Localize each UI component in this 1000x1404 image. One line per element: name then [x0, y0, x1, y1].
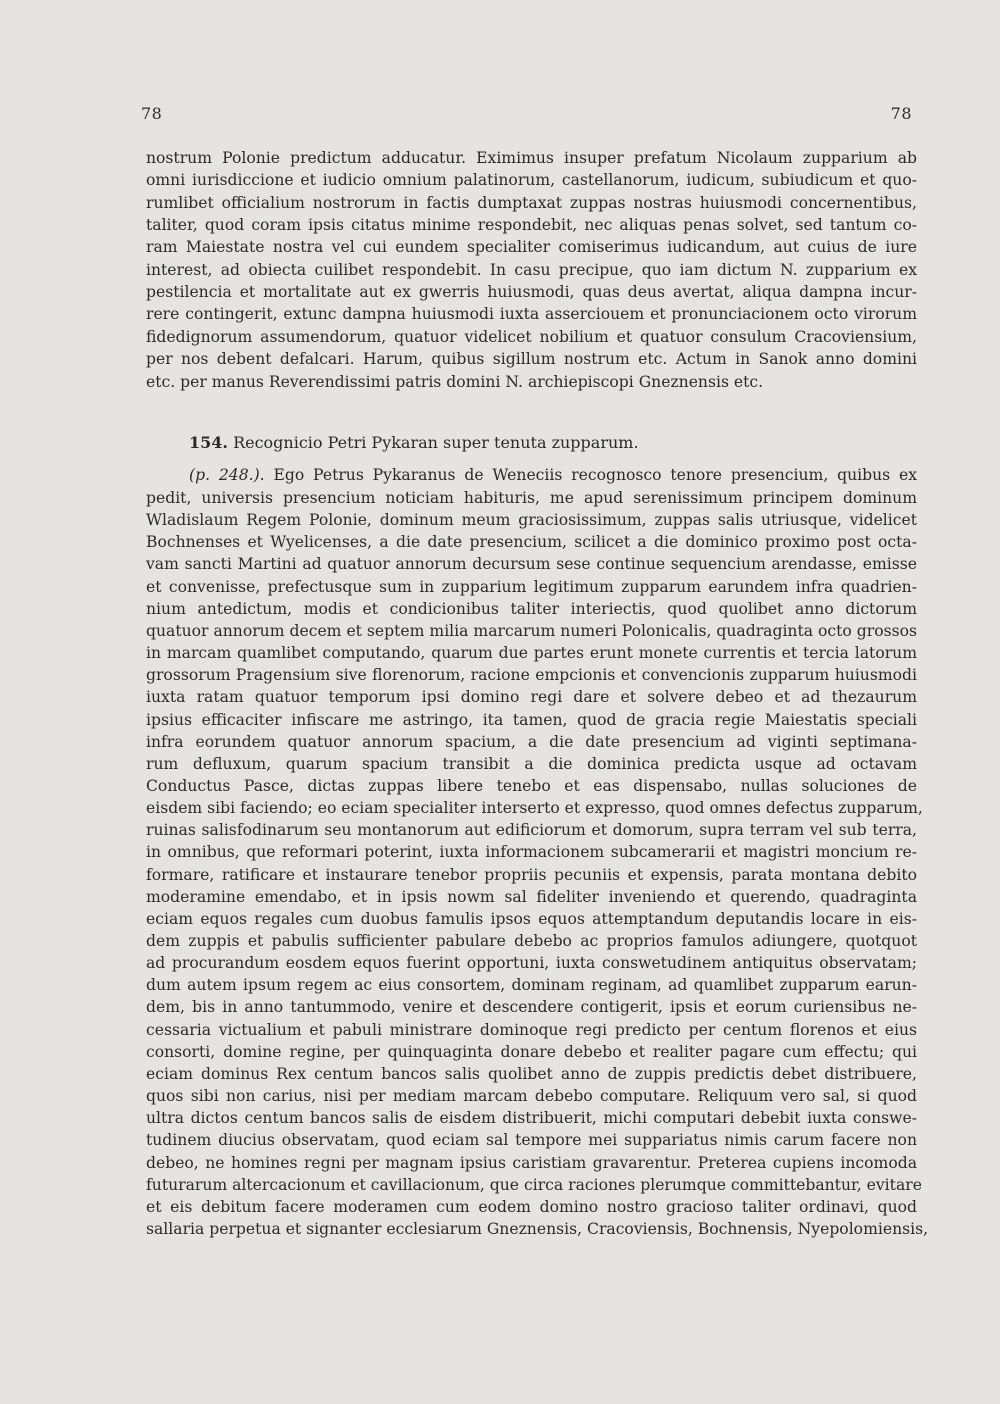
text-line: moderamine emendabo, et in ipsis nowm sal fideliter inveniendo et querendo, quadraginta [146, 887, 917, 906]
entry-first-line [189, 465, 917, 487]
text-line: nium antedictum, modis et condicionibus taliter interiectis, quod quolibet anno dictorum [146, 599, 917, 618]
text-line: consorti, domine regine, per quinquaginta donare debebo et realiter pagare cum effectu; qui [146, 1042, 917, 1061]
page-number-left: 78 [141, 104, 163, 123]
entry-heading [189, 432, 639, 454]
text-line: infra eorundem quatuor annorum spacium, a die date presencium ad viginti septimana- [146, 732, 917, 751]
text-line: Conductus Pasce, dictas zuppas libere tenebo et eas dispensabo, nullas soluciones de [146, 776, 917, 795]
text-line: dem, bis in anno tantummodo, venire et descendere contigerit, ipsis et eorum curiensibus ne- [146, 998, 917, 1017]
text-line: quos sibi non carius, nisi per mediam marcam debebo computare. Reliquum vero sal, si quod [146, 1087, 917, 1106]
text-line: in omnibus, que reformari poterint, iuxta informacionem subcamerarii et magistri moncium re- [146, 843, 917, 862]
text-line: ruinas salisfodinarum seu montanorum aut edificiorum et domorum, supra terram vel sub terra, [146, 821, 917, 840]
text-line: tudinem diucius observatam, quod eciam sal tempore mei suppariatus nimis carum facere non [146, 1131, 917, 1150]
text-line: rumlibet officialium nostrorum in factis dumptaxat zuppas nostras huiusmodi concernentibus, [146, 193, 917, 212]
text-line: formare, ratificare et instaurare tenebor propriis pecuniis et expensis, parata montana debito [146, 865, 917, 884]
text-line: ultra dictos centum bancos salis de eisdem distribuerit, michi computari debebit iuxta conswe- [146, 1109, 917, 1128]
text-line: vam sancti Martini ad quatuor annorum decursum sese continue sequencium arendasse, emisse [146, 555, 917, 574]
page-number-right: 78 [890, 104, 912, 123]
text-line: grossorum Pragensium sive florenorum, racione empcionis et convencionis zupparum huiusmodi [146, 666, 917, 685]
text-line: per nos debent defalcari. Harum, quibus sigillum nostrum etc. Actum in Sanok anno domini [146, 350, 917, 369]
text-line: in marcam quamlibet computando, quarum due partes erunt monete currentis et tercia latorum [146, 644, 917, 663]
text-line: et eis debitum facere moderamen cum eodem domino nostro gracioso taliter ordinavi, quod [146, 1197, 917, 1216]
text-line: ad procurandum eosdem equos fuerint opportuni, iuxta conswetudinem antiquitus observatam; [146, 954, 917, 973]
text-line: rere contingerit, extunc dampna huiusmodi iuxta asserciouem et pronunciacionem octo virorum [146, 305, 917, 324]
text-line: Bochnenses et Wyelicenses, a die date presencium, scilicet a die dominico proximo post octa- [146, 533, 917, 552]
page-reference: (p. 248.). [189, 466, 265, 484]
entry-first-line-text: Ego Petrus Pykaranus de Weneciis recognosco tenore presencium, quibus ex [273, 466, 917, 484]
text-line: fidedignorum assumendorum, quatuor videlicet nobilium et quatuor consulum Cracoviensium, [146, 327, 917, 346]
text-line: interest, ad obiecta cuilibet respondebit. In casu precipue, quo iam dictum N. zupparium ex [146, 260, 917, 279]
text-line: debeo, ne homines regni per magnam ipsius caristiam gravarentur. Preterea cupiens incomoda [146, 1153, 917, 1172]
text-line: ipsius efficaciter infiscare me astringo, ita tamen, quod de gracia regie Maiestatis speciali [146, 710, 917, 729]
text-line: ram Maiestate nostra vel cui eundem specialiter comiserimus iudicandum, aut cuius de iure [146, 238, 917, 257]
text-line: eisdem sibi faciendo; eo eciam specialiter interserto et expresso, quod omnes defectus zupparum, [146, 799, 923, 818]
text-line: cessaria victualium et pabuli ministrare dominoque regi predicto per centum florenos et eius [146, 1020, 917, 1039]
text-line: rum defluxum, quarum spacium transibit a die dominica predicta usque ad octavam [146, 754, 917, 773]
text-line: dem zuppis et pabulis sufficienter pabulare debebo ac proprios famulos adiungere, quotquot [146, 932, 917, 950]
text-line: futurarum altercacionum et cavillacionum, que circa raciones plerumque committebantur, evitare [146, 1175, 922, 1194]
entry-number: 154. [189, 433, 228, 452]
text-line: etc. per manus Reverendissimi patris domini N. archiepiscopi Gneznensis etc. [146, 372, 764, 391]
text-line: nostrum Polonie predictum adducatur. Eximimus insuper prefatum Nicolaum zupparium ab [146, 149, 917, 167]
text-line: et convenisse, prefectusque sum in zupparium legitimum zupparum earundem infra quadrien- [146, 577, 917, 596]
text-line: eciam equos regales cum duobus famulis ipsos equos attemptandum deputandis locare in eis- [146, 909, 917, 928]
text-line: omni iurisdiccione et iudicio omnium palatinorum, castellanorum, iudicum, subiudicum et quo- [146, 171, 917, 190]
text-line: eciam dominus Rex centum bancos salis quolibet anno de zuppis predictis debet distribuere, [146, 1064, 917, 1083]
text-line: dum autem ipsum regem ac eius consortem, dominam reginam, ad quamlibet zupparum earun- [146, 976, 917, 995]
entry-title: Recognicio Petri Pykaran super tenuta zupparum. [233, 433, 639, 452]
text-line: pestilencia et mortalitate aut ex gwerris huiusmodi, quas deus avertat, aliqua dampna incur- [146, 283, 917, 302]
text-line: iuxta ratam quatuor temporum ipsi domino regi dare et solvere debeo et ad thezaurum [146, 688, 917, 707]
text-line: quatuor annorum decem et septem milia marcarum numeri Polonicalis, quadraginta octo grossos [146, 621, 917, 640]
text-line: sallaria perpetua et signanter ecclesiarum Gneznensis, Cracoviensis, Bochnensis, Nyepolomiensis, [146, 1219, 929, 1238]
text-line: pedit, universis presencium noticiam habituris, me apud serenissimum principem dominum [146, 489, 917, 507]
text-line: taliter, quod coram ipsis citatus minime respondebit, nec aliquas penas solvet, sed tantum co- [146, 216, 917, 235]
text-line: Wladislaum Regem Polonie, dominum meum graciosissimum, zuppas salis utriusque, videlicet [146, 511, 917, 530]
